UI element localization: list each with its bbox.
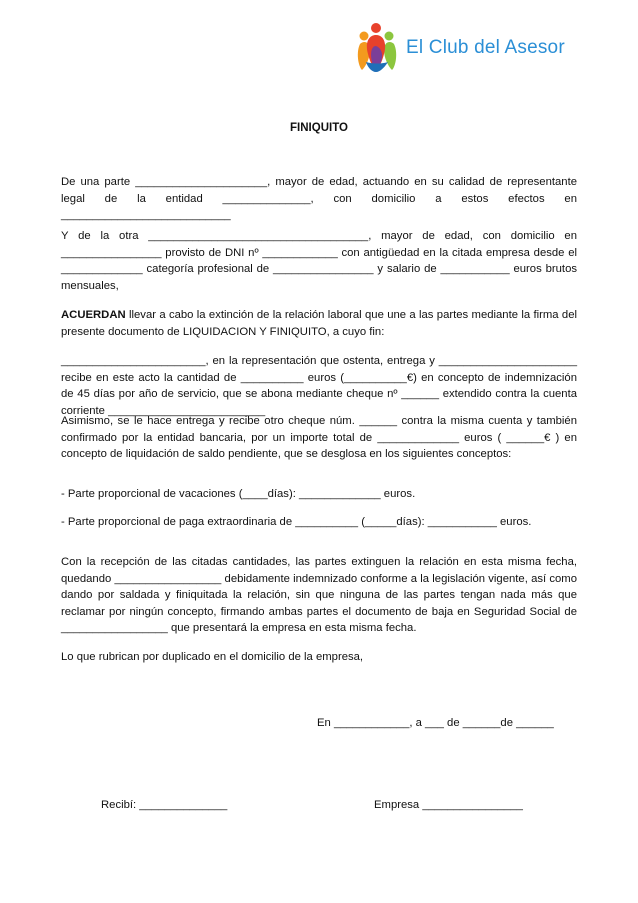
paragraph-agreement [61, 307, 577, 340]
concept-vacations: - Parte proporcional de vacaciones (____días): _____________ euros. [61, 488, 416, 500]
document-title: FINIQUITO [290, 122, 348, 134]
signature-company: Empresa ________________ [374, 799, 523, 811]
agreement-text: llevar a cabo la extinción de la relación laboral que une a las partes mediante la firma del presente documento de LIQUIDACION Y FINIQUITO, a cuyo fin: [61, 309, 577, 338]
paragraph-settlement: Con la recepción de las citadas cantidades, las partes extinguen la relación en esta misma fecha, quedando _________________ debidamente indemnizado conforme a la legislación vigente, así como dando por saldada y finiquitada la relación, sin que ninguna de las partes tengan nada más que reclamar por ningún concepto, firmando ambas partes el documento de baja en Seguridad Social de _________________ que presentará la empresa en esta misma fecha. [61, 556, 577, 634]
concept-extra-pay: - Parte proporcional de paga extraordinaria de __________ (_____días): ___________ euros. [61, 516, 532, 528]
signature-employee: Recibí: ______________ [101, 799, 228, 811]
paragraph-second-cheque: Asimismo, se le hace entrega y recibe otro cheque núm. ______ contra la misma cuenta y también confirmado por la entidad bancaria, por un importe total de _____________ euros ( ______€ ) en concepto de liquidación de saldo pendiente, que se desglosa en los siguientes conceptos: [61, 415, 577, 460]
people-logo-icon [354, 22, 400, 74]
paragraph-first-party: De una parte _____________________, mayor de edad, actuando en su calidad de representante legal de la entidad ______________, con domicilio a estos efectos en ___________________________ [61, 176, 577, 221]
brand-logo [354, 22, 565, 74]
paragraph-closing: Lo que rubrican por duplicado en el domicilio de la empresa, [61, 651, 364, 663]
paragraph-second-party: Y de la otra ___________________________________, mayor de edad, con domicilio en ________________ provisto de DNI nº ____________ con antigüedad en la citada empresa desde el _____________ categoría profesional de ________________ y salario de ___________ euros brutos mensuales, [61, 230, 577, 292]
paragraph-payment: _______________________, en la representación que ostenta, entrega y ______________________ recibe en este acto la cantidad de __________ euros (__________€) en concepto de indemnización de 45 días por año de servicio, que se abona mediante cheque nº ______ extendido contra la cuenta corriente _________________________ [61, 355, 577, 417]
brand-name: El Club del Asesor [406, 37, 565, 58]
agreement-lead: ACUERDAN [61, 309, 126, 321]
date-line: En ____________, a ___ de ______de ______ [317, 717, 554, 729]
